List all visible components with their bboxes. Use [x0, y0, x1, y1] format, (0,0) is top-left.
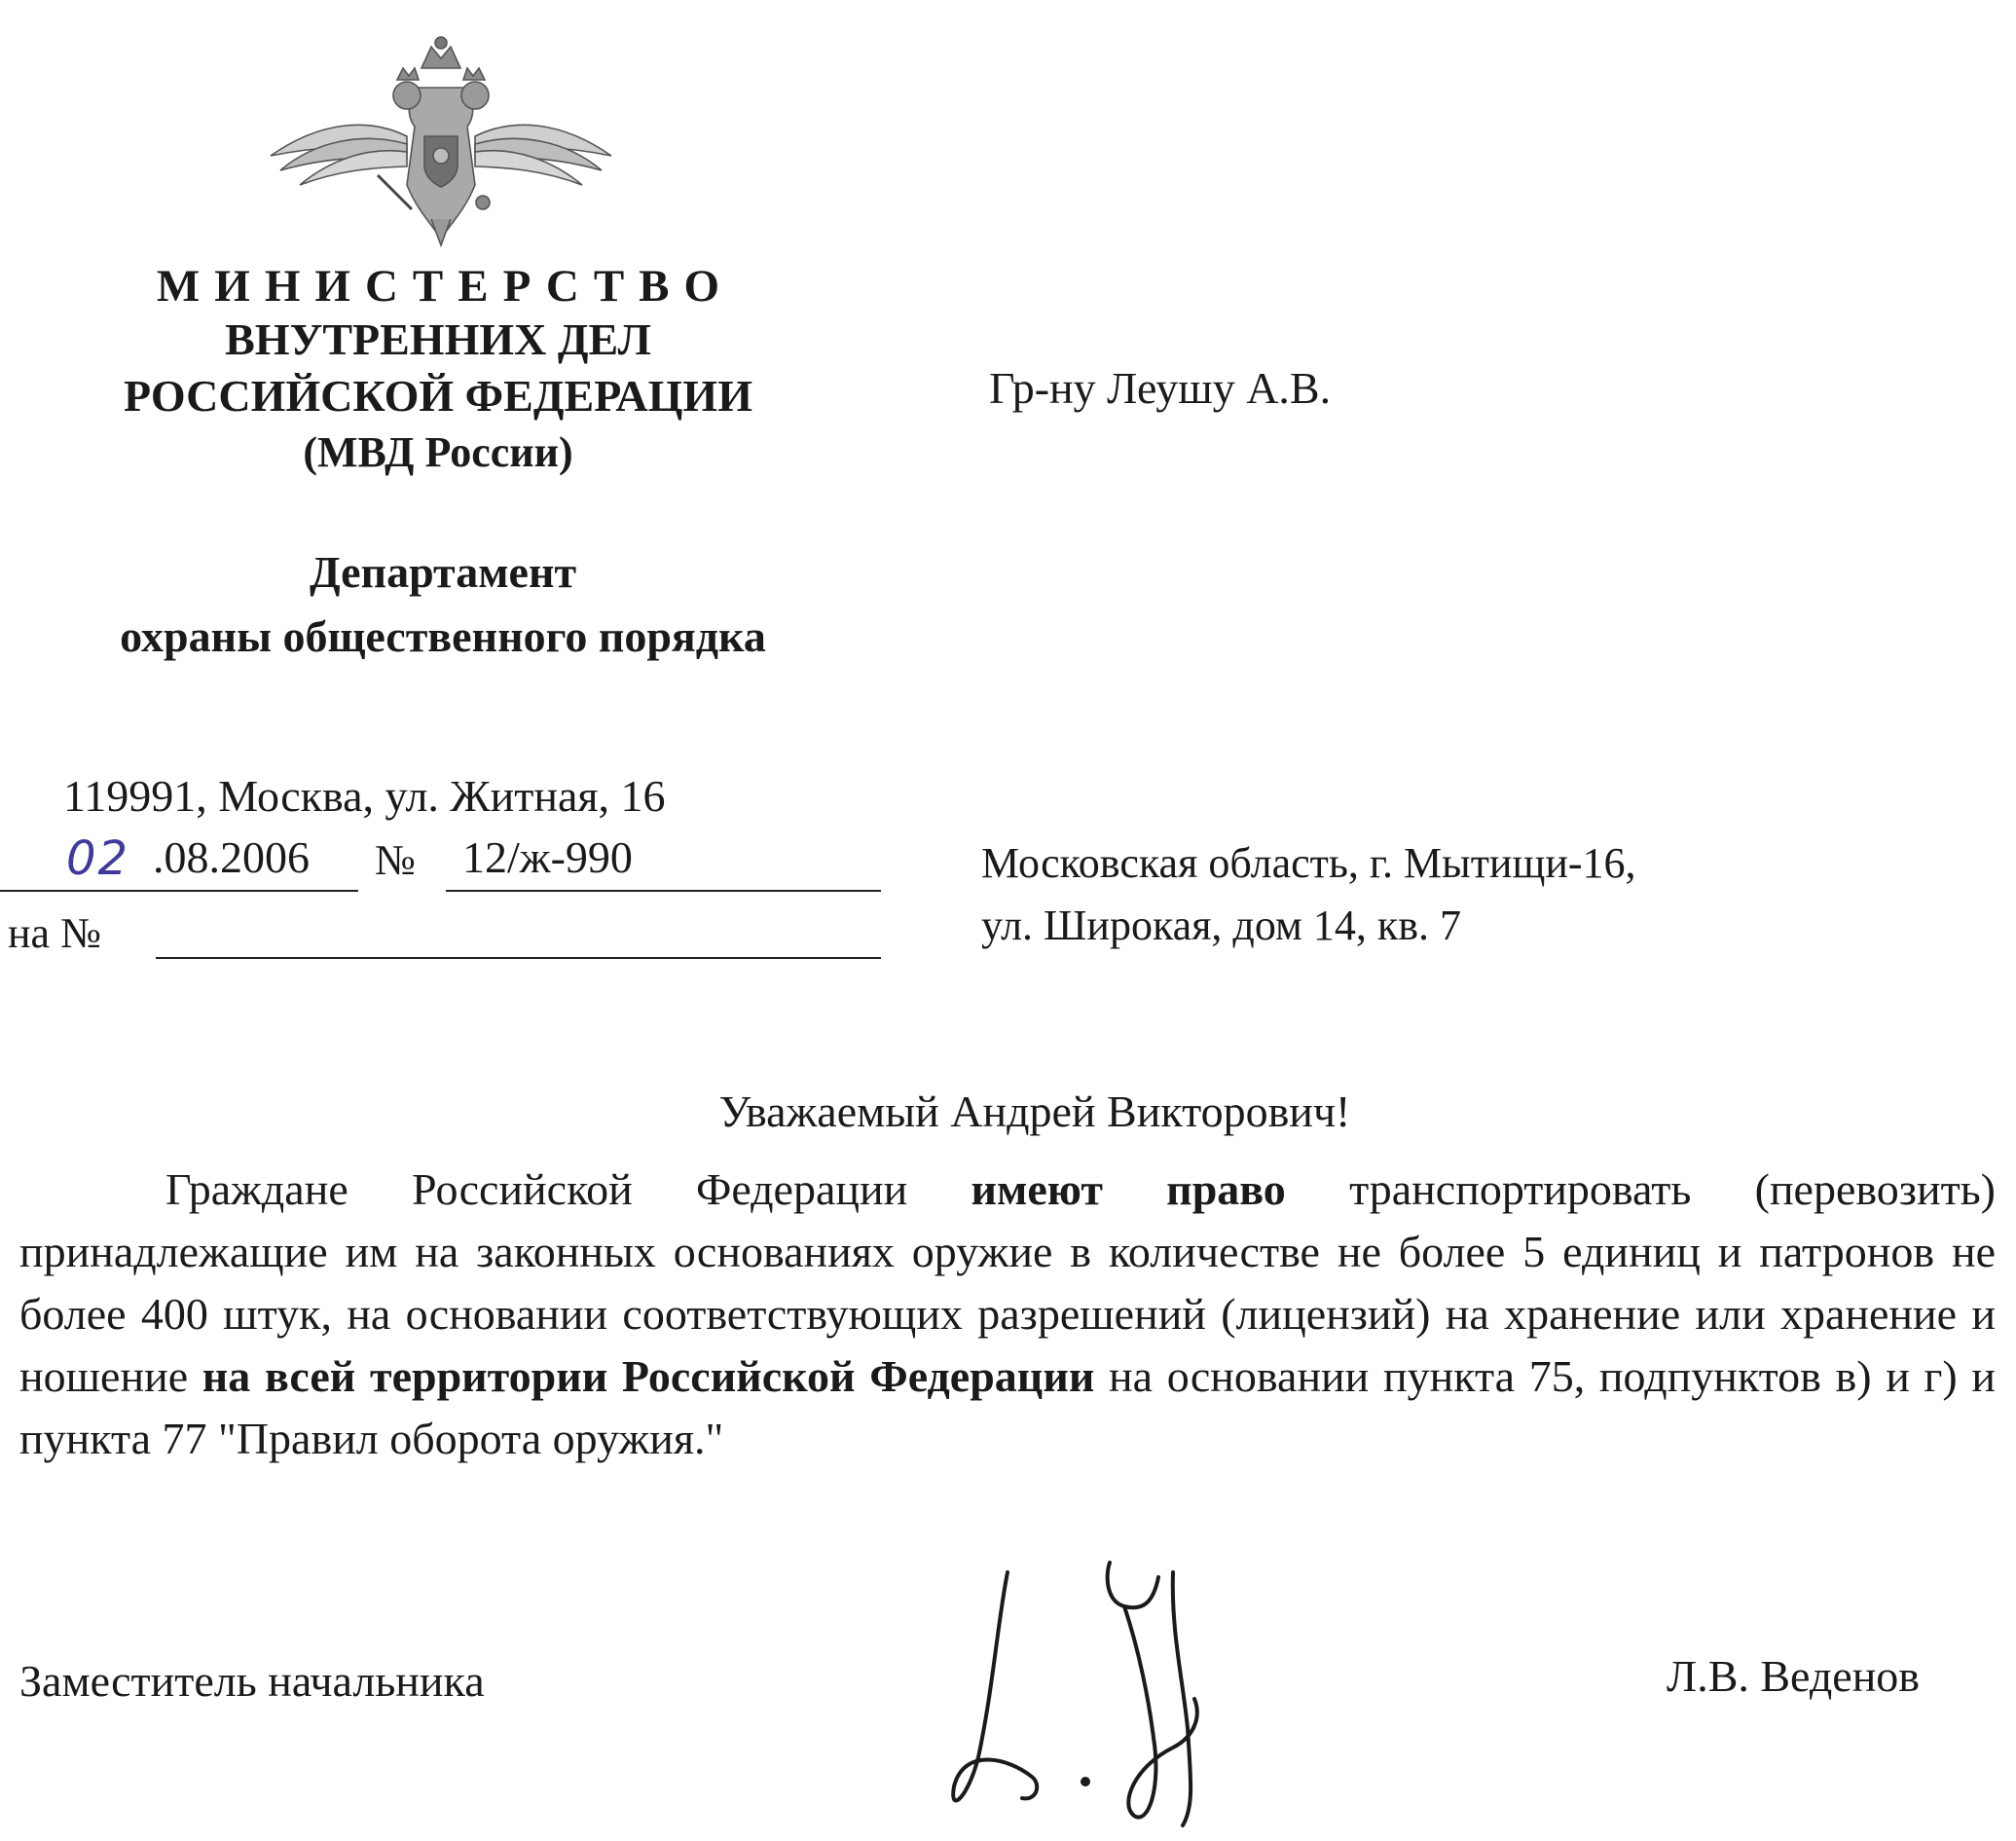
date-month-year: .08.2006 [153, 832, 310, 882]
handwritten-signature-icon [939, 1533, 1231, 1835]
salutation: Уважаемый Андрей Викторович! [718, 1086, 1351, 1136]
body-bold-territory: на всей территории Российской Федерации [202, 1351, 1095, 1401]
ministry-abbreviation: (МВД России) [303, 428, 573, 476]
signer-title: Заместитель начальника [19, 1656, 485, 1706]
recipient-name: Гр-ну Леушу А.В. [989, 363, 1332, 413]
double-headed-eagle-emblem-icon [261, 29, 621, 248]
recipient-address [981, 832, 1636, 957]
ministry-letterhead [19, 261, 857, 481]
ministry-title-line3: РОССИЙСКОЙ ФЕДЕРАЦИИ [124, 371, 752, 421]
registration-number: 12/ж-990 [462, 832, 633, 882]
letter-body [19, 1159, 1996, 1470]
body-text-part2: транспортировать (перевозить) принадлежащие им на законных основаниях оружие в количестве не более 5 единиц и патронов не более 400 штук, на основании соответствующих разрешений (лицензий) на хранение или хранение и ношение [19, 1164, 1996, 1401]
reply-to-label: на № [8, 909, 102, 957]
date-underline [0, 890, 358, 892]
ministry-title: МИНИСТЕРСТВО [156, 261, 735, 312]
recipient-address-line2: ул. Широкая, дом 14, кв. 7 [981, 902, 1461, 949]
department-line2: охраны общественного порядка [120, 611, 766, 661]
reply-reference-line [0, 901, 881, 969]
department-line1: Департамент [309, 547, 577, 597]
reply-to-underline [156, 957, 881, 959]
body-text-part3: на основании пункта 75, подпунктов в) и г) и пункта 77 "Правил оборота оружия." [19, 1351, 1996, 1463]
date-day-handwritten: 02 [66, 831, 130, 886]
department-name [19, 540, 866, 669]
number-sign: № [375, 836, 416, 884]
registration-line [0, 828, 881, 896]
sender-address: 119991, Москва, ул. Житная, 16 [63, 771, 666, 821]
body-bold-right: имеют право [971, 1164, 1286, 1214]
signer-name: Л.В. Веденов [1667, 1651, 1921, 1701]
number-underline [446, 890, 881, 892]
ministry-title-line2: ВНУТРЕННИХ ДЕЛ [225, 314, 651, 364]
recipient-address-line1: Московская область, г. Мытищи-16, [981, 839, 1636, 887]
body-text-part1: Граждане Российской Федерации [165, 1164, 971, 1214]
